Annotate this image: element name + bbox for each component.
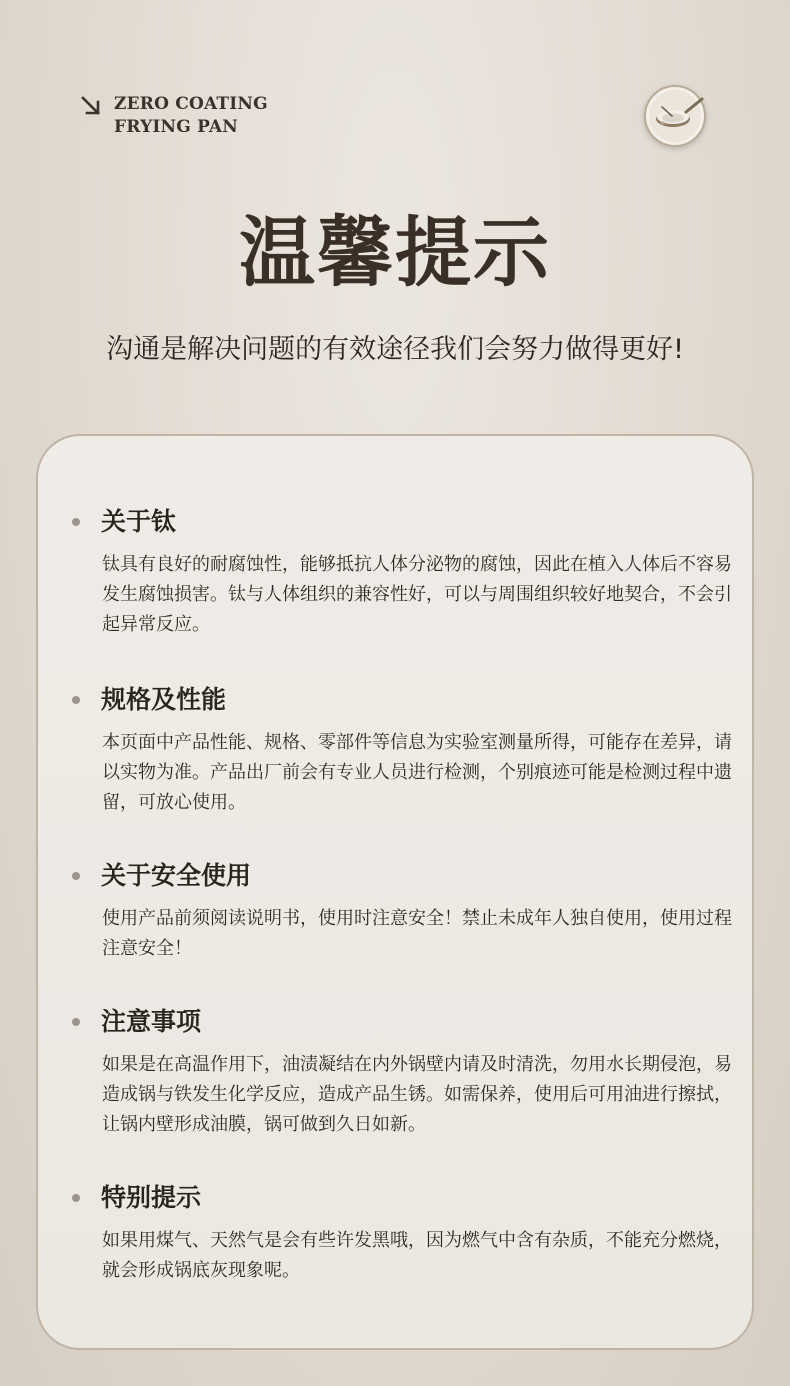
section-title: 关于钛 — [101, 507, 177, 536]
section-title: 关于安全使用 — [101, 861, 252, 890]
section-safety — [38, 856, 752, 959]
brand-line-1: ZERO COATING — [114, 94, 268, 114]
section-body: 如果是在高温作用下，油渍凝结在内外锅壁内请及时清洗，勿用水长期侵泡，易造成锅与铁发生化学反应，造成产品生锈。如需保养，使用后可用油进行擦拭，让锅内壁形成油膜，锅可做到久日如新。 — [102, 1054, 732, 1135]
brand-text — [114, 93, 268, 139]
section-title: 特别提示 — [101, 1183, 202, 1212]
bullet-dot — [72, 518, 80, 526]
section-body: 钛具有良好的耐腐蚀性，能够抵抗人体分泌物的腐蚀，因此在植入人体后不容易发生腐蚀损害。钛与人体组织的兼容性好，可以与周围组织较好地契合，不会引起异常反应。 — [102, 554, 732, 635]
arrow-down-right-icon — [80, 95, 102, 117]
frying-pan-icon — [646, 87, 704, 145]
section-body: 使用产品前须阅读说明书，使用时注意安全！禁止未成年人独自使用，使用过程注意安全！ — [102, 908, 732, 959]
section-body: 如果用煤气、天然气是会有些许发黑哦，因为燃气中含有杂质，不能充分燃烧，就会形成锅底灰现象呢。 — [102, 1230, 732, 1281]
section-body: 本页面中产品性能、规格、零部件等信息为实验室测量所得，可能存在差异，请以实物为准。产品出厂前会有专业人员进行检测，个别痕迹可能是检测过程中遗留，可放心使用。 — [102, 732, 732, 813]
section-title: 规格及性能 — [101, 685, 227, 714]
brand-header — [80, 93, 268, 139]
pan-badge — [644, 85, 706, 147]
section-notes — [38, 1002, 752, 1135]
page-title: 温馨提示 — [239, 208, 551, 297]
bullet-dot — [72, 1018, 80, 1026]
section-special — [38, 1178, 752, 1281]
section-titanium — [38, 502, 752, 635]
bullet-dot — [72, 696, 80, 704]
tips-card — [36, 434, 754, 1350]
bullet-dot — [72, 1194, 80, 1202]
section-title: 注意事项 — [101, 1007, 202, 1036]
brand-line-2: FRYING PAN — [114, 117, 239, 137]
section-specs — [38, 680, 752, 813]
page-subtitle: 沟通是解决问题的有效途径我们会努力做得更好! — [106, 334, 684, 365]
bullet-dot — [72, 872, 80, 880]
